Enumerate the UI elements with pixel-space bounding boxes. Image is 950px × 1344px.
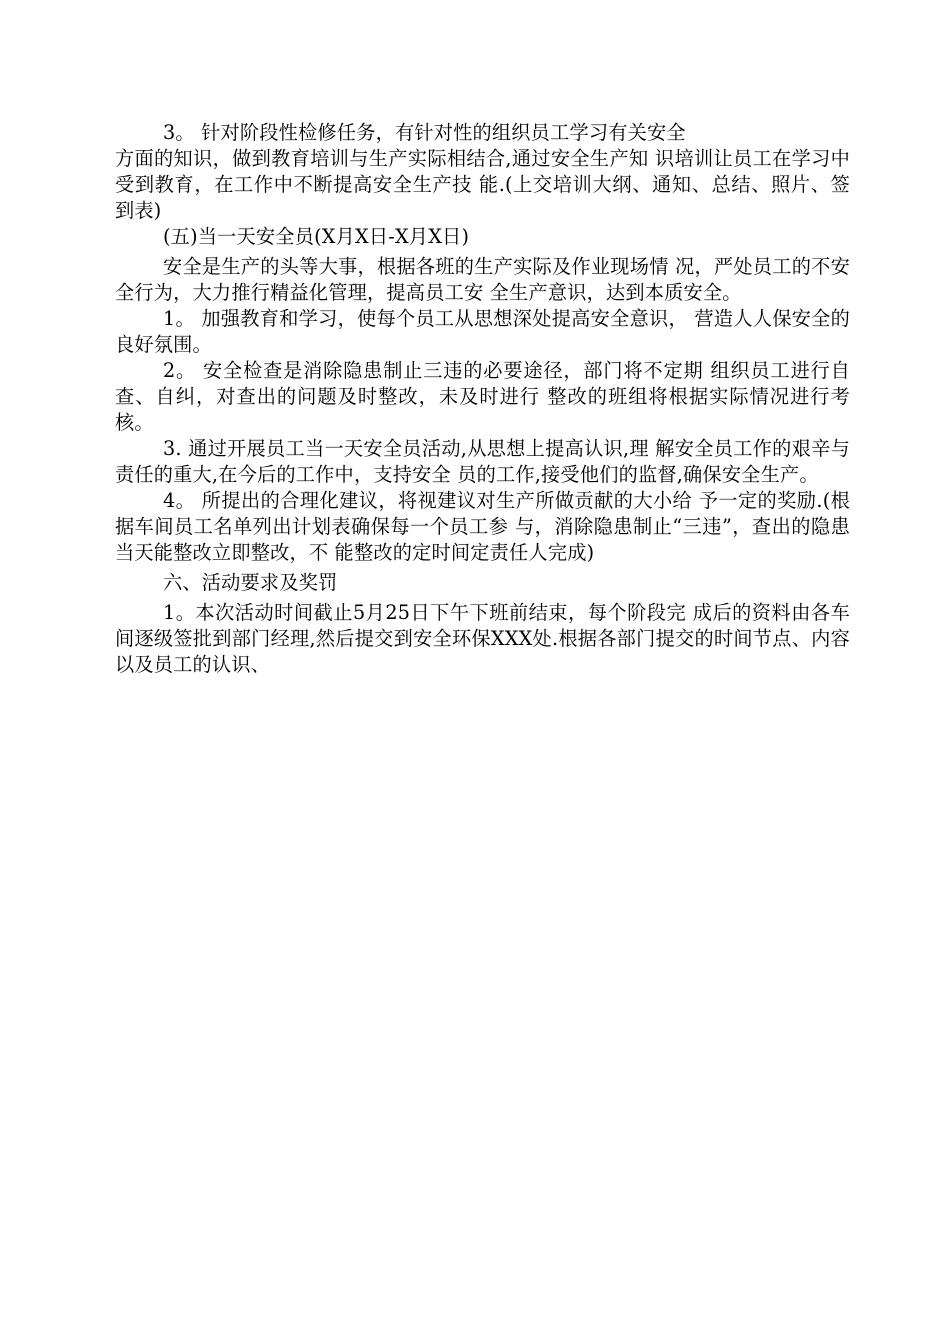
- paragraph-item-3-continued: 方面的知识，做到教育培训与生产实际相结合,通过安全生产知 识培训让员工在学习中受到教育，在工作中不断提高安全生产技 能.(上交培训大纲、通知、总结、照片、签到表): [115, 147, 850, 222]
- list-item-3: 3. 通过开展员工当一天安全员活动,从思想上提高认识,理 解安全员工作的艰辛与责任的重大,在今后的工作中，支持安全 员的工作,接受他们的监督,确保安全生产。: [115, 437, 850, 486]
- paragraph-item-3: 3。 针对阶段性检修任务，有针对性的组织员工学习有关安全: [163, 121, 686, 144]
- list-item-1: 1。 加强教育和学习，使每个员工从思想深处提高安全意识， 营造人人保安全的良好氛围。: [115, 307, 850, 356]
- list-item-4: 4。 所提出的合理化建议，将视建议对生产所做贡献的大小给 予一定的奖励.(根据车间员工名单列出计划表确保每一个员工参 与，消除隐患制止“三违”，查出的隐患当天能整改立即整改，不 能整改的定时间定责任人完成): [115, 489, 850, 564]
- paragraph-safety-intro: 安全是生产的头等大事，根据各班的生产实际及作业现场情 况，严处员工的不安全行为，大力推行精益化管理，提高员工安 全生产意识，达到本质安全。: [115, 255, 850, 304]
- section-heading-requirements: 六、活动要求及奖罚: [163, 571, 338, 594]
- document-body: [115, 120, 850, 678]
- section-heading-safety-officer: (五)当一天安全员(X月X日-X月X日): [163, 225, 470, 248]
- list-item-2: 2。 安全检查是消除隐患制止三违的必要途径，部门将不定期 组织员工进行自查、自纠，对查出的问题及时整改，未及时进行 整改的班组将根据实际情况进行考核。: [115, 359, 850, 434]
- paragraph-requirements-1: 1。本次活动时间截止5月25日下午下班前结束，每个阶段完 成后的资料由各车间逐级签批到部门经理,然后提交到安全环保XXX处.根据各部门提交的时间节点、内容以及员工的认识、: [115, 601, 850, 676]
